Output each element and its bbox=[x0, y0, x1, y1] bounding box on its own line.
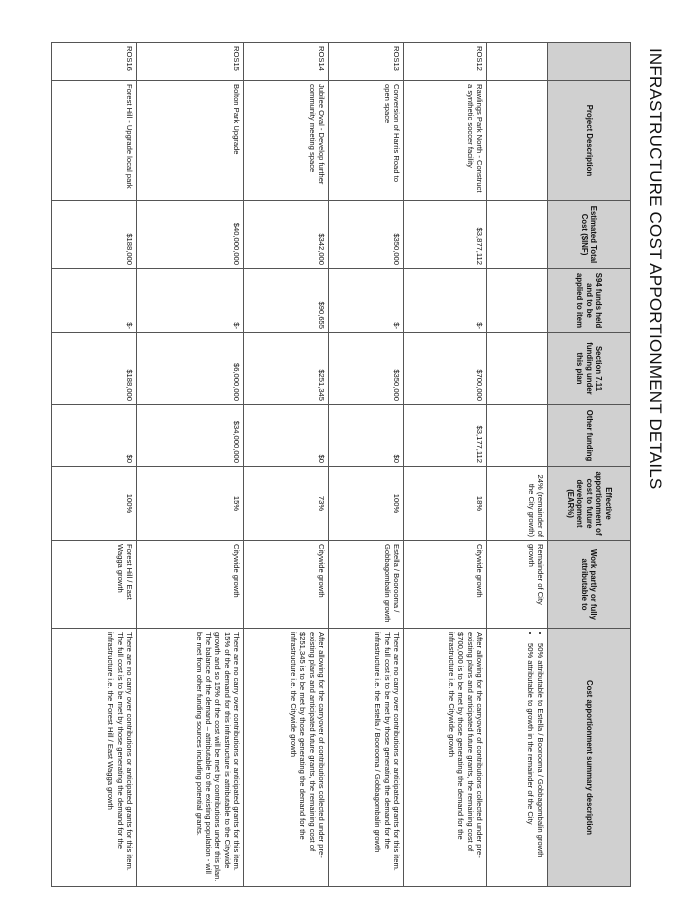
cell-other: $34,000,000 bbox=[137, 405, 244, 467]
header-other-funding: Other funding bbox=[548, 405, 631, 467]
cell-other: $3,177,112 bbox=[404, 405, 487, 467]
cell-s711: $251,345 bbox=[244, 333, 329, 405]
cell-s711 bbox=[487, 333, 548, 405]
cell-s711: $6,000,000 bbox=[137, 333, 244, 405]
table-row bbox=[52, 43, 137, 887]
header-row bbox=[548, 43, 631, 887]
cell-cost bbox=[487, 201, 548, 269]
cell-id: ROS16 bbox=[52, 43, 137, 81]
header-effective-apportionment: Effective apportionment of cost to future development (EAR%) bbox=[548, 467, 631, 541]
table-row bbox=[329, 43, 404, 887]
cell-s94: $- bbox=[137, 269, 244, 333]
cell-other: $0 bbox=[52, 405, 137, 467]
cell-attributable: Citywide growth bbox=[244, 541, 329, 629]
cell-attributable: Estella / Boorooma / Gobbagombalin growth bbox=[329, 541, 404, 629]
cell-ear: 73% bbox=[244, 467, 329, 541]
cell-description: Bolton Park Upgrade bbox=[137, 81, 244, 201]
cell-cost: $3,877,112 bbox=[404, 201, 487, 269]
cell-id: ROS12 bbox=[404, 43, 487, 81]
summary-bullet: • 50% attributable to Estella / Boorooma / Gobbagombalin growth bbox=[536, 643, 545, 883]
summary-bullet: • 50% attributable to growth in the remainder of the City bbox=[526, 643, 535, 883]
header-s94-funds: S94 funds held and to be applied to item bbox=[548, 269, 631, 333]
header-work-attributable: Work partly or fully attributable to bbox=[548, 541, 631, 629]
header-section-711-funding: Section 7.11 funding under this plan bbox=[548, 333, 631, 405]
cell-s94 bbox=[487, 269, 548, 333]
cell-other bbox=[487, 405, 548, 467]
cost-apportionment-table bbox=[51, 42, 631, 887]
cell-s711: $700,000 bbox=[404, 333, 487, 405]
cell-summary: There are no carry over contributions or anticipated grants for this item. The full cost is to be met by those generating the demand for the infrastructure i.e. the Forest Hill / East Wagga growth bbox=[52, 629, 137, 887]
cell-description: Conversion of Harris Road to open space bbox=[329, 81, 404, 201]
cell-description bbox=[487, 81, 548, 201]
cell-s711: $188,000 bbox=[52, 333, 137, 405]
table-row bbox=[487, 43, 548, 887]
table-row bbox=[244, 43, 329, 887]
header-summary-description: Cost apportionment summary description bbox=[548, 629, 631, 887]
table-row bbox=[404, 43, 487, 887]
cell-attributable: Citywide growth bbox=[137, 541, 244, 629]
cell-ear: 15% bbox=[137, 467, 244, 541]
summary-bullet-list bbox=[526, 632, 546, 883]
cell-attributable: Forest Hill / East Wagga growth bbox=[52, 541, 137, 629]
cell-s94: $- bbox=[329, 269, 404, 333]
cell-description: Rawlings Park North - Construct a synthetic soccer facility bbox=[404, 81, 487, 201]
cell-cost: $188,000 bbox=[52, 201, 137, 269]
cell-s94: $90,655 bbox=[244, 269, 329, 333]
table-row bbox=[137, 43, 244, 887]
cell-id: ROS15 bbox=[137, 43, 244, 81]
header-estimated-total-cost: Estimated Total Cost ($INF) bbox=[548, 201, 631, 269]
cell-attributable: Remainder of City growth bbox=[487, 541, 548, 629]
cell-id bbox=[487, 43, 548, 81]
cell-s94: $- bbox=[52, 269, 137, 333]
cell-id: ROS14 bbox=[244, 43, 329, 81]
cell-ear: 24% (remainder of the City growth) bbox=[487, 467, 548, 541]
cell-summary: After allowing for the carryover of contributions collected under pre-existing plans and anticipated future grants, the remaining cost of $700,000 is to be met by those generating the demand for the infrastructure i.e. the Citywide growth bbox=[404, 629, 487, 887]
page-title: INFRASTRUCTURE COST APPORTIONMENT DETAILS bbox=[646, 48, 665, 490]
cell-attributable: Citywide growth bbox=[404, 541, 487, 629]
cell-summary: There are no carry over contributions or anticipated grants for this item. The full cost is to be met by those generating the demand for the infrastructure i.e. the Estella / Boorooma / Gobbagombalin growth bbox=[329, 629, 404, 887]
cell-description: Forest Hill - Upgrade local park bbox=[52, 81, 137, 201]
cell-summary: After allowing for the carryover of contributions collected under pre-existing plans and anticipated future grants, the remaining cost of $251,345 is to be met by those generating the demand for the infrastructure i.e. the Citywide growth bbox=[244, 629, 329, 887]
cell-summary bbox=[487, 629, 548, 887]
header-project-description: Project Description bbox=[548, 81, 631, 201]
cell-s711: $350,000 bbox=[329, 333, 404, 405]
cell-cost: $350,000 bbox=[329, 201, 404, 269]
cell-other: $0 bbox=[244, 405, 329, 467]
cell-ear: 100% bbox=[329, 467, 404, 541]
cell-cost: $342,000 bbox=[244, 201, 329, 269]
cell-ear: 18% bbox=[404, 467, 487, 541]
cell-description: Jubilee Oval - Develop further community meeting space bbox=[244, 81, 329, 201]
header-id bbox=[548, 43, 631, 81]
cell-s94: $- bbox=[404, 269, 487, 333]
cell-id: ROS13 bbox=[329, 43, 404, 81]
cell-other: $0 bbox=[329, 405, 404, 467]
cell-summary: There are no carry over contributions or anticipated grants for this item. 15% of the demand for this infrastructure is attributable to the Citywide growth and so 15% of the cost will be met by contributions under this plan. The balance of the demand – attributable to the existing population - will be met from other funding sources including potential grants. bbox=[137, 629, 244, 887]
cell-ear: 100% bbox=[52, 467, 137, 541]
cell-cost: $40,000,000 bbox=[137, 201, 244, 269]
